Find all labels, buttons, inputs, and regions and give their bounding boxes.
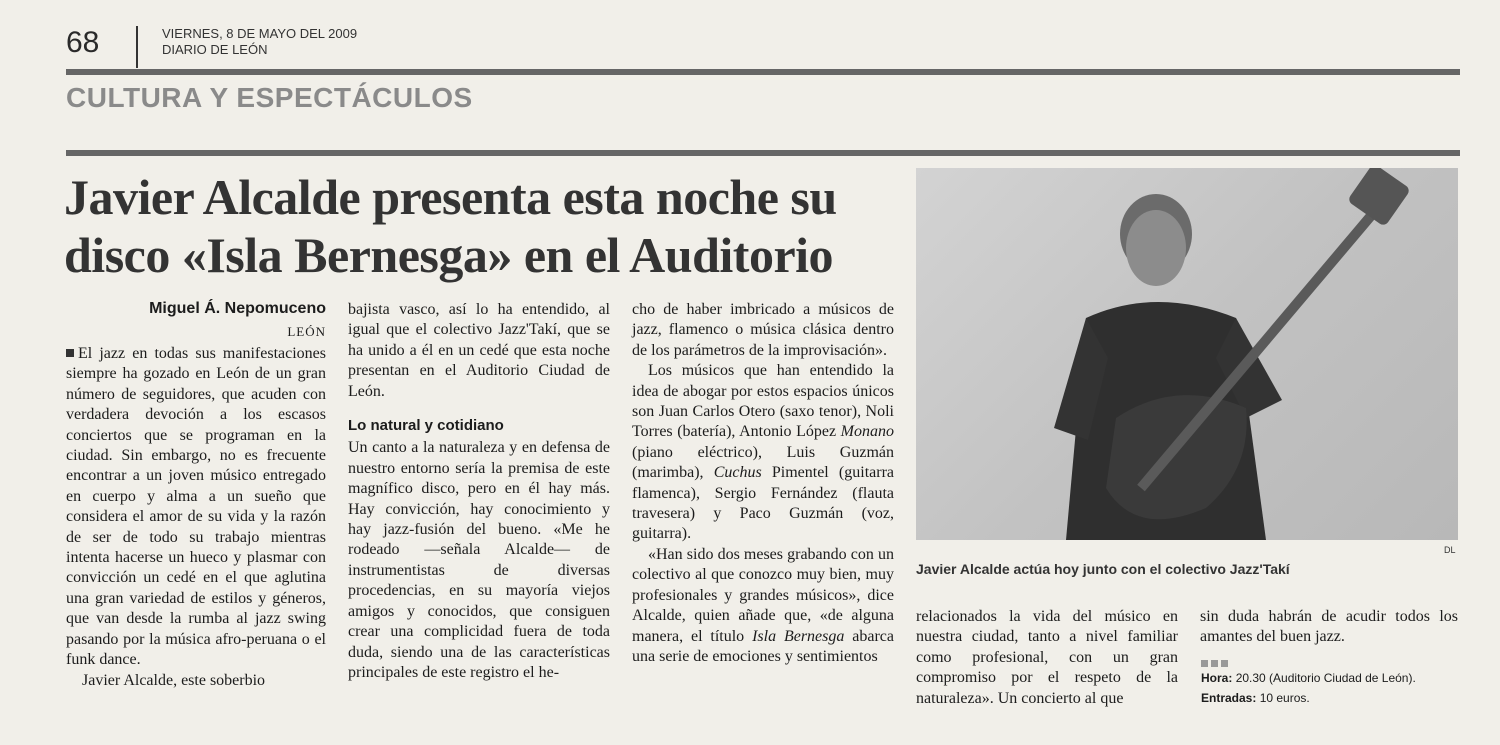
col2-paragraph-2: Un canto a la naturaleza y en defensa de nuestro entorno sería la premisa de este magnífico disco, pero en él hay más. Hay convicción, hay conocimiento y hay jazz-fusión del bueno. «Me he rodeado —señala Alcalde— de instrumentistas de diversas procedencias, en su mayoría viejos amigos y conocidos, que consiguen crear una complicidad fuera de toda duda, siendo una de las características principales de este registro el he-: [348, 439, 610, 681]
col3-paragraph-1: cho de haber imbricado a músicos de jazz, flamenco o música clásica dentro de los parámetros de la improvisación».: [632, 301, 894, 359]
col5-paragraph-1: sin duda habrán de acudir todos los amantes del buen jazz.: [1200, 608, 1458, 646]
article-column-1: [66, 344, 326, 691]
col3-paragraph-3: «Han sido dos meses grabando con un colectivo al que conozco muy bien, muy profesionales y grandes músicos», dice Alcalde, quien añade que, «de alguna manera, el título Isla Bernesga abarca una serie de emociones y sentimientos: [632, 545, 895, 665]
top-rule: [66, 69, 1460, 75]
paragraph-marker: [66, 349, 74, 357]
dateline: [162, 26, 357, 58]
col4-paragraph-1: relacionados la vida del músico en nuestra ciudad, tanto a nivel familiar como profesional, con un gran compromiso por el respeto de la naturaleza». Un concierto al que: [916, 608, 1178, 707]
byline-place: LEÓN: [287, 324, 326, 339]
header-divider: [136, 26, 138, 68]
article-column-3: [632, 300, 894, 667]
article-column-5: [1200, 607, 1458, 648]
article-column-4: [916, 607, 1178, 709]
article-column-2: [348, 300, 610, 683]
page-number: 68: [66, 26, 100, 59]
headline-line-1: Javier Alcalde presenta esta noche su: [64, 169, 837, 225]
subheading: Lo natural y cotidiano: [348, 417, 504, 435]
photo-credit: DL: [1444, 545, 1456, 555]
col1-paragraph-2: Javier Alcalde, este soberbio: [82, 671, 266, 689]
event-time: Hora: 20.30 (Auditorio Ciudad de León).: [1201, 671, 1416, 685]
headline-line-2: disco «Isla Bernesga» en el Auditorio: [64, 227, 834, 283]
section-title: CULTURA Y ESPECTÁCULOS: [66, 82, 473, 113]
event-tickets: Entradas: 10 euros.: [1201, 691, 1310, 705]
event-info: [1201, 668, 1459, 708]
bassist-photo-illustration: [916, 168, 1458, 540]
headline: [64, 168, 904, 284]
article-photo: [916, 168, 1458, 540]
newspaper-name: DIARIO DE LEÓN: [162, 42, 268, 57]
col2-paragraph-1: bajista vasco, así lo ha entendido, al igual que el colectivo Jazz'Takí, que se ha unido a él en un cedé que esta noche presentan en el Auditorio Ciudad de León.: [348, 301, 610, 400]
byline-author: Miguel Á. Nepomuceno: [149, 300, 326, 317]
col3-paragraph-2: Los músicos que han entendido la idea de abogar por estos espacios únicos son Juan Carlos Otero (saxo tenor), Noli Torres (batería), Antonio López Monano (piano eléctrico), Luis Guzmán (marimba), Cuchus Pimentel (guitarra flamenca), Sergio Fernández (flauta travesera) y Paco Guzmán (voz, guitarra).: [632, 362, 894, 543]
publication-date: VIERNES, 8 DE MAYO DEL 2009: [162, 26, 358, 41]
col1-paragraph-1: El jazz en todas sus manifestaciones siempre ha gozado en León de un gran número de seguidores, que acuden con verdadera devoción a los escasos conciertos que se programan en la ciudad. Sin embargo, no es frecuente encontrar a un joven músico entregado en cuerpo y alma a un sueño que considera el amor de su vida y la razón de ser de todo su trabajo mientras intenta hacerse un hueco y plasmar con convicción un cedé en el que aglutina una gran variedad de estilos y géneros, que van desde la rumba al jazz swing pasando por la música afro-peruana o el funk dance.: [66, 345, 326, 669]
photo-caption: Javier Alcalde actúa hoy junto con el colectivo Jazz'Takí: [916, 561, 1290, 577]
section-rule: [66, 150, 1460, 156]
